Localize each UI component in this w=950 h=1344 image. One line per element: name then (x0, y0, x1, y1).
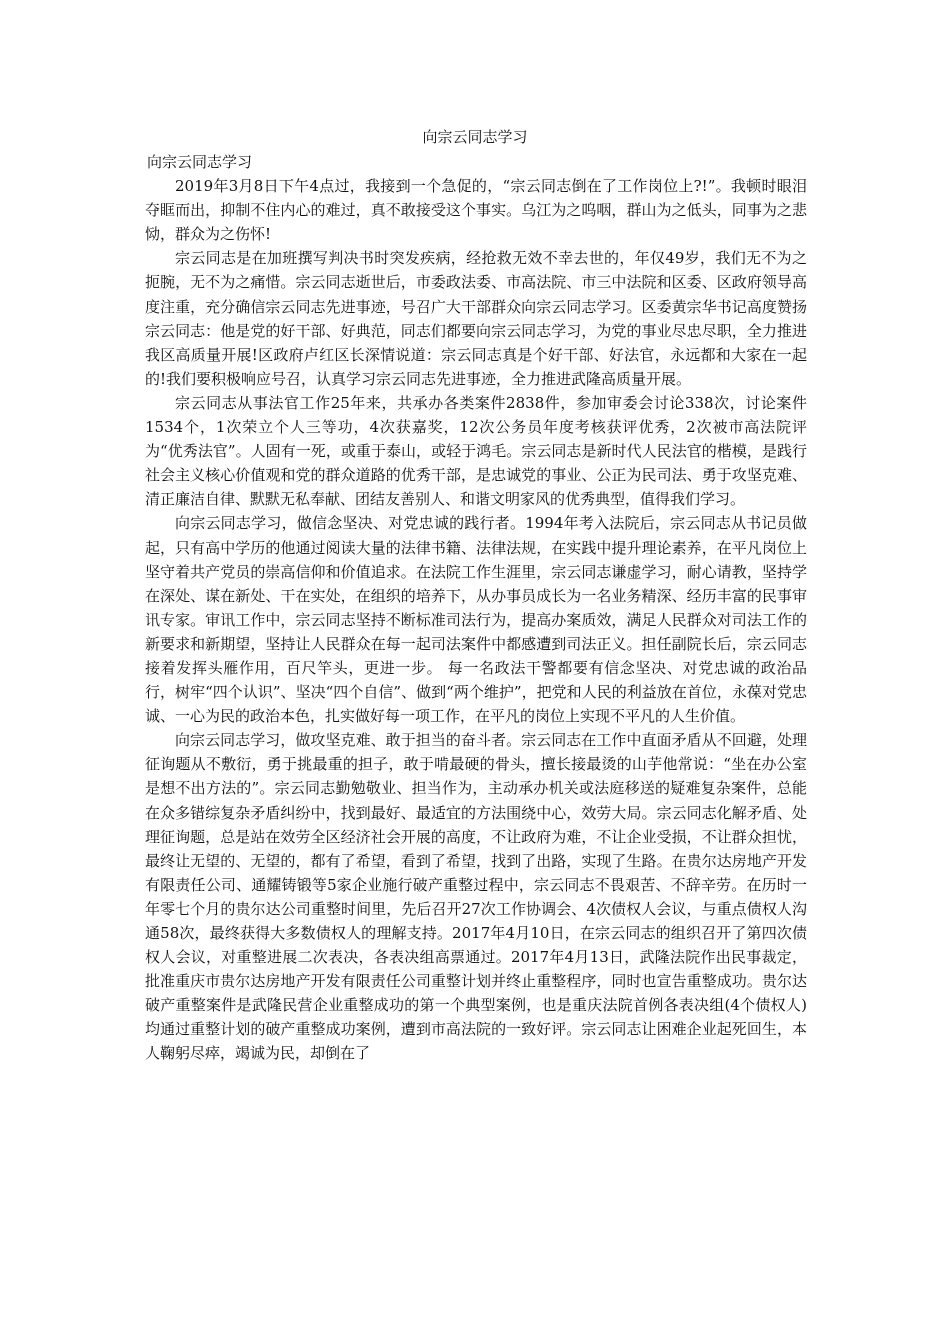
paragraph: 宗云同志是在加班撰写判决书时突发疾病，经抢救无效不幸去世的，年仅49岁，我们无不为之扼腕，无不为之痛惜。宗云同志逝世后，市委政法委、市高法院、市三中法院和区委、区政府领导高度注重，充分确信宗云同志先进事迹，号召广大干部群众向宗云同志学习。区委黄宗华书记高度赞扬宗云同志：他是党的好干部、好典范，同志们都要向宗云同志学习，为党的事业尽忠尽职，全力推进我区高质量开展!区政府卢红区长深情说道：宗云同志真是个好干部、好法官，永远都和大家在一起的!我们要积极响应号召，认真学习宗云同志先进事迹，全力推进武隆高质量开展。 (145, 249, 807, 388)
document-body (145, 150, 807, 1066)
document-subtitle: 向宗云同志学习 (147, 153, 253, 171)
document-title: 向宗云同志学习 (422, 128, 528, 146)
paragraph: 2019年3月8日下午4点过，我接到一个急促的，“宗云同志倒在了工作岗位上?!”。我顿时眼泪夺眶而出，抑制不住内心的难过，真不敢接受这个事实。乌江为之呜咽，群山为之低头，同事为之悲恸，群众为之伤怀! (145, 177, 807, 244)
paragraph: 向宗云同志学习，做信念坚决、对党忠诚的践行者。1994年考入法院后，宗云同志从书记员做起，只有高中学历的他通过阅读大量的法律书籍、法律法规，在实践中提升理论素养，在平凡岗位上坚守着共产党员的崇高信仰和价值追求。在法院工作生涯里，宗云同志谦虚学习，耐心请教，坚持学在深处、谋在新处、干在实处，在组织的培养下，从办事员成长为一名业务精深、经历丰富的民事审讯专家。审讯工作中，宗云同志坚持不断标准司法行为，提高办案质效，满足人民群众对司法工作的新要求和新期望，坚持让人民群众在每一起司法案件中都感遭到司法正义。担任副院长后，宗云同志接着发挥头雁作用，百尺竿头，更进一步。 每一名政法干警都要有信念坚决、对党忠诚的政治品行，树牢“四个认识”、坚决“四个自信”、做到“两个维护”，把党和人民的利益放在首位，永葆对党忠诚、一心为民的政治本色，扎实做好每一项工作，在平凡的岗位上实现不平凡的人生价值。 (145, 514, 807, 726)
paragraph: 宗云同志从事法官工作25年来，共承办各类案件2838件，参加审委会讨论338次，讨论案件1534个，1次荣立个人三等功，4次获嘉奖，12次公务员年度考核获评优秀，2次被市高法院评为“优秀法官”。人固有一死，或重于泰山，或轻于鸿毛。宗云同志是新时代人民法官的楷模，是践行社会主义核心价值观和党的群众道路的优秀干部，是忠诚党的事业、公正为民司法、勇于攻坚克难、清正廉洁自律、默默无私奉献、团结友善别人、和谐文明家风的优秀典型，值得我们学习。 (145, 393, 807, 509)
paragraph: 向宗云同志学习，做攻坚克难、敢于担当的奋斗者。宗云同志在工作中直面矛盾从不回避，处理征询题从不敷衍，勇于挑最重的担子，敢于啃最硬的骨头，擅长接最烫的山芋他常说：“坐在办公室是想不出方法的”。宗云同志勤勉敬业、担当作为，主动承办机关或法庭移送的疑难复杂案件，总能在众多错综复杂矛盾纠纷中，找到最好、最适宜的方法围绕中心，效劳大局。宗云同志化解矛盾、处理征询题，总是站在效劳全区经济社会开展的高度，不让政府为难，不让企业受损，不让群众担忧，最终让无望的、无望的，都有了希望，看到了希望，找到了出路，实现了生路。在贵尔达房地产开发有限责任公司、通耀铸锻等5家企业施行破产重整过程中，宗云同志不畏艰苦、不辞辛劳。在历时一年零七个月的贵尔达公司重整时间里，先后召开27次工作协调会、4次债权人会议，与重点债权人沟通58次，最终获得大多数债权人的理解支持。2017年4月10日，在宗云同志的组织召开了第四次债权人会议，对重整进展二次表决，各表决组高票通过。2017年4月13日，武隆法院作出民事裁定，批准重庆市贵尔达房地产开发有限责任公司重整计划并终止重整程序，同时也宣告重整成功。贵尔达破产重整案件是武隆民营企业重整成功的第一个典型案例，也是重庆法院首例各表决组(4个债权人)均通过重整计划的破产重整成功案例，遭到市高法院的一致好评。宗云同志让困难企业起死回生，本人鞠躬尽瘁，竭诚为民，却倒在了 (145, 731, 807, 1063)
